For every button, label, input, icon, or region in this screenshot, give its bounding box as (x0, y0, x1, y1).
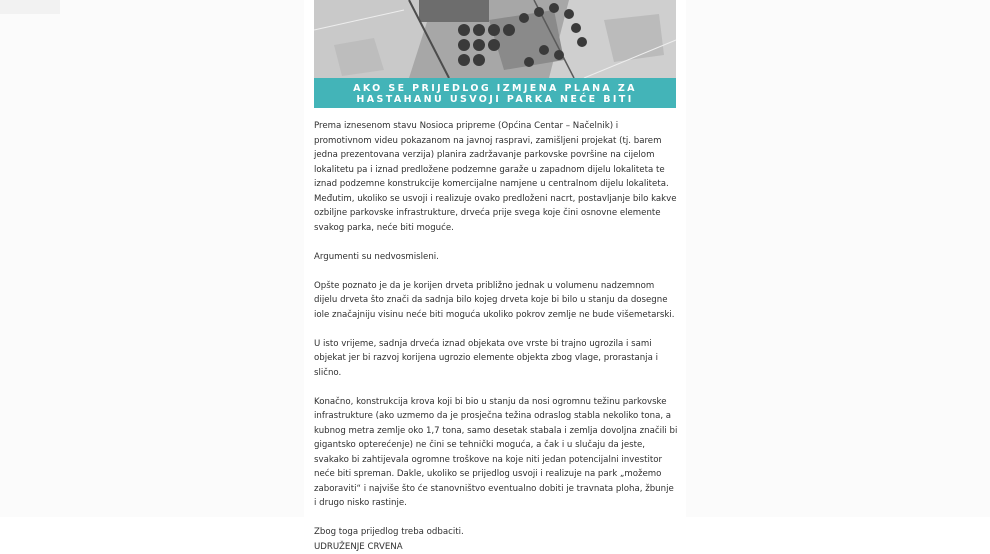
signature: UDRUŽENJE CRVENA (314, 540, 678, 554)
paragraph-roof: Konačno, konstrukcija krova koji bi bio u stanju da nosi ogromnu težinu parkovske infrastrukture (ako uzmemo da je prosječna težina odraslog stabla nekoliko tona, a kubnog metra zemlje oko 1,7 tona, samo desetak stabala i zemlja dovoljna značili bi gigantsko opterećenje) ne čini se tehnički moguća, a čak i u slučaju da jeste, svakako bi zahtijevala ogromne troškove na koje niti jedan potencijalni investitor neće biti spreman. Dakle, ukoliko se prijedlog usvoji i realizuje na park „možemo zaboraviti“ i najviše što će stanovništvo eventualno dobiti je travnata ploha, žbunje i drugo nisko rastinje. (314, 395, 678, 511)
document-column (304, 0, 686, 517)
paragraph-arguments: Argumenti su nedvosmisleni. (314, 250, 678, 265)
article-body (314, 119, 678, 554)
headline-line-2: HASTAHANU USVOJI PARKA NEĆE BITI (314, 94, 676, 105)
headline-banner (314, 78, 676, 108)
paragraph-intro: Prema iznesenom stavu Nosioca pripreme (Općina Centar – Načelnik) i promotivnom videu pokazanom na javnoj raspravi, zamišljeni projekat (tj. barem jedna prezentovana verzija) planira zadržavanje parkovske površine na cijelom lokalitetu pa i iznad predložene podzemne garaže u zapadnom dijelu lokaliteta te iznad podzemne konstrukcije komercijalne namjene u centralnom dijelu lokaliteta. Međutim, ukoliko se usvoji i realizuje ovako predloženi nacrt, postavljanje bilo kakve ozbiljne parkovske infrastrukture, drveća prije svega koje čini osnovne elemente svakog parka, neće biti moguće. (314, 119, 678, 235)
site-plan-drawing (314, 0, 676, 78)
corner-tag (0, 0, 60, 14)
headline-line-1: AKO SE PRIJEDLOG IZMJENA PLANA ZA (314, 83, 676, 94)
closing-line: Zbog toga prijedlog treba odbaciti. (314, 525, 678, 540)
paragraph-damage: U isto vrijeme, sadnja drveća iznad objekata ove vrste bi trajno ugrozila i sami objekat jer bi razvoj korijena ugrozio elemente objekta zbog vlage, prorastanja i slično. (314, 337, 678, 381)
paragraph-roots: Opšte poznato je da je korijen drveta približno jednak u volumenu nadzemnom dijelu drveta što znači da sadnja bilo kojeg drveta koje bi bilo u stanju da dosegne iole značajniju visinu neće biti moguća ukoliko pokrov zemlje ne bude višemetarski. (314, 279, 678, 323)
site-plan-image (314, 0, 676, 78)
